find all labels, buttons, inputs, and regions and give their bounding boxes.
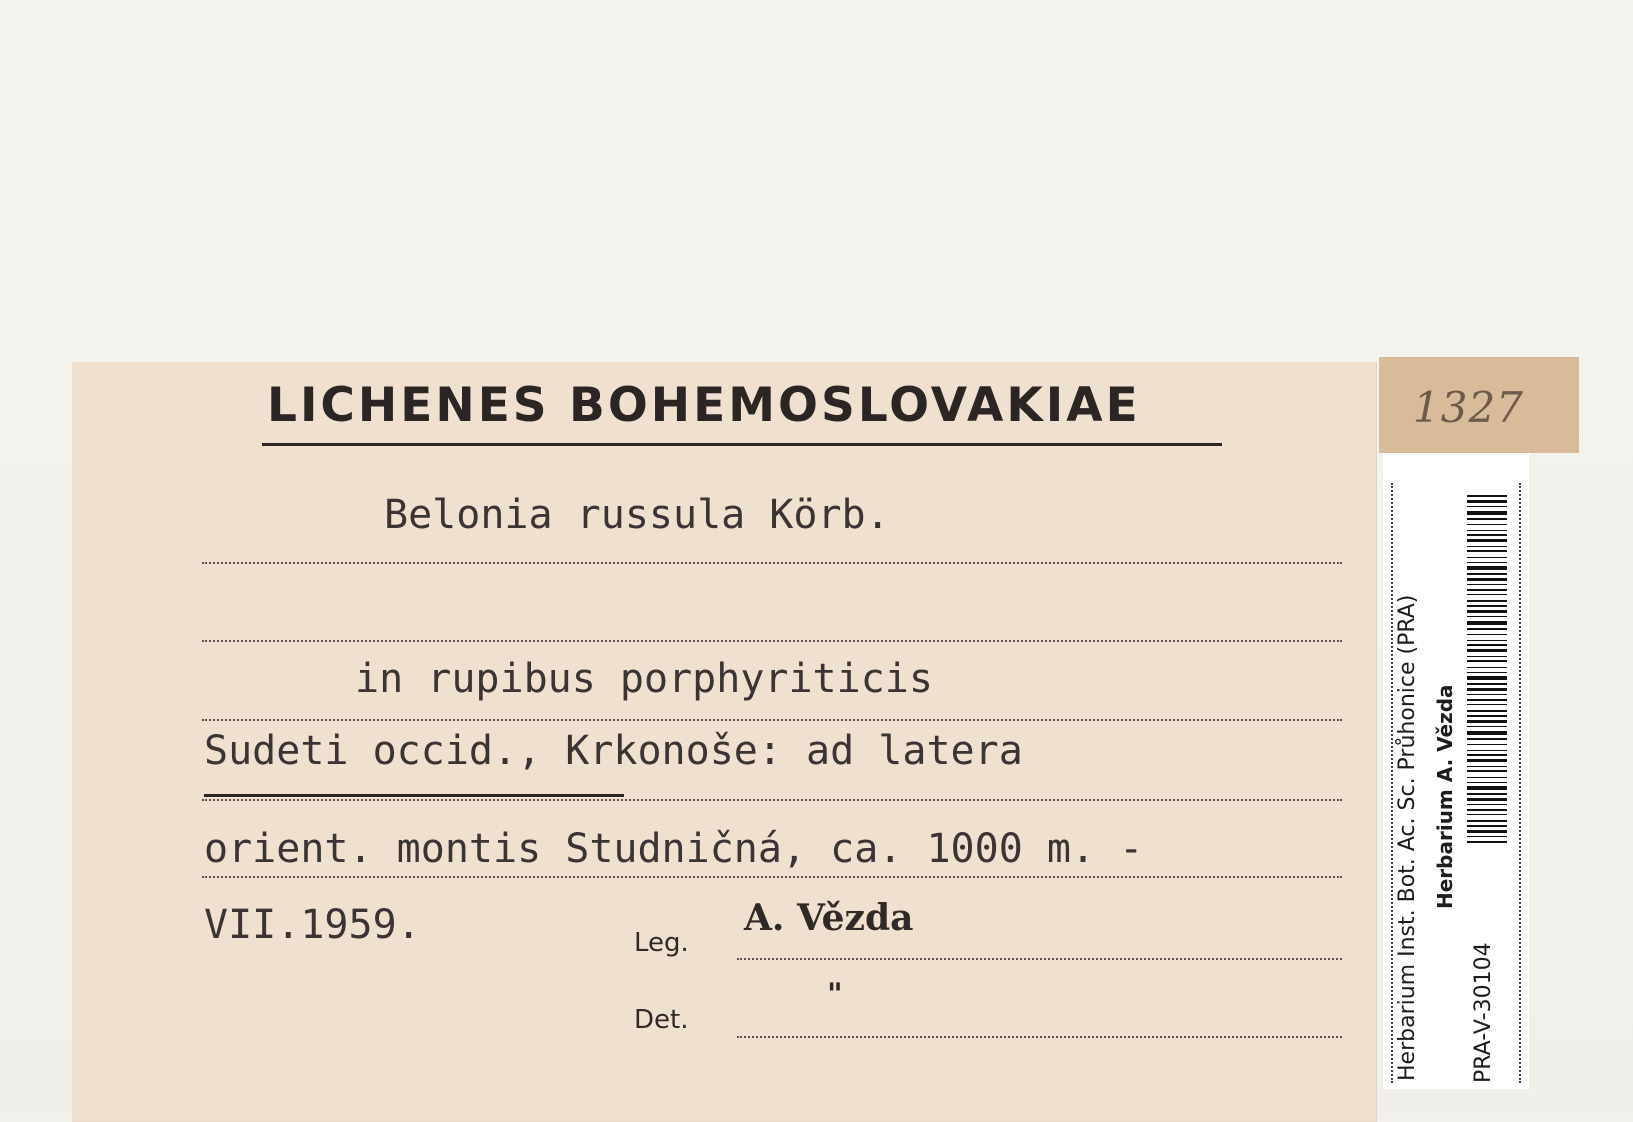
leg-value: A. Vězda	[744, 897, 914, 939]
barcode-bar	[1467, 688, 1507, 691]
specimen-label	[72, 362, 1377, 1122]
locality-line-2-dots	[202, 876, 1342, 878]
title-rule	[262, 443, 1222, 446]
barcode-bar	[1467, 578, 1507, 581]
barcode-bar	[1467, 683, 1507, 685]
barcode-bar	[1467, 640, 1507, 641]
locality-line-2: orient. montis Studničná, ca. 1000 m. -	[204, 826, 1144, 872]
barcode-bar	[1467, 539, 1507, 542]
species-line	[202, 562, 1342, 564]
barcode-bar	[1467, 798, 1507, 801]
barcode-bar	[1467, 530, 1507, 531]
barcode-bar	[1467, 793, 1507, 795]
barcode-bar	[1467, 605, 1507, 607]
specimen-number: 1327	[1413, 383, 1524, 432]
barcode-bar	[1467, 573, 1507, 575]
barcode-bar	[1467, 814, 1507, 815]
barcode-bar	[1467, 820, 1507, 822]
barcode-bar	[1467, 804, 1507, 805]
barcode-bar	[1467, 562, 1507, 563]
barcode-bar	[1467, 628, 1507, 630]
barcode-bar	[1467, 495, 1507, 497]
barcode-bar	[1467, 782, 1507, 783]
specimen-number-tag	[1379, 357, 1579, 453]
locality-underline	[204, 794, 624, 797]
blank-line	[202, 640, 1342, 642]
barcode-bar	[1467, 589, 1507, 591]
barcode-bar	[1467, 759, 1507, 762]
barcode-bar	[1467, 656, 1507, 657]
barcode-bar	[1467, 770, 1507, 772]
barcode-bar	[1467, 594, 1507, 595]
herbarium-text: Herbarium A. Vězda	[1433, 684, 1457, 909]
barcode-left-rule	[1391, 483, 1393, 1083]
barcode-bar	[1467, 518, 1507, 520]
locality-line-1: Sudeti occid., Krkonoše: ad latera	[204, 728, 1023, 774]
substrate-line	[202, 719, 1342, 721]
barcode-bar	[1467, 667, 1507, 668]
barcode-bar	[1467, 710, 1507, 712]
det-value: "	[827, 977, 843, 1012]
institution-text: Herbarium Inst. Bot. Ac. Sc. Průhonice (PRA)	[1395, 594, 1420, 1081]
leg-label: Leg.	[634, 928, 689, 958]
barcode-bar	[1467, 500, 1507, 503]
collection-date: VII.1959.	[204, 902, 421, 948]
leg-line	[737, 958, 1342, 960]
barcode-bar	[1467, 766, 1507, 767]
det-label: Det.	[634, 1005, 689, 1035]
species-name: Belonia russula Körb.	[384, 492, 890, 538]
barcode-bar	[1467, 754, 1507, 756]
barcode-bar	[1467, 738, 1507, 740]
barcode-bar	[1467, 644, 1507, 646]
barcode-bar	[1467, 744, 1507, 745]
barcode-bar	[1467, 836, 1507, 837]
barcode-bar	[1467, 694, 1507, 695]
det-line	[737, 1036, 1342, 1038]
barcode-bar	[1467, 534, 1507, 536]
barcode-bar	[1467, 511, 1507, 515]
barcode-bar	[1467, 676, 1507, 680]
barcode-bar	[1467, 704, 1507, 705]
barcode-bar	[1467, 720, 1507, 723]
barcode-bar	[1467, 584, 1507, 585]
barcode-bar	[1467, 672, 1507, 673]
barcode-bar	[1467, 777, 1507, 778]
barcode-bar	[1467, 726, 1507, 727]
barcode-bar	[1467, 715, 1507, 717]
barcode-bar	[1467, 841, 1507, 843]
substrate-text: in rupibus porphyriticis	[355, 656, 933, 702]
barcode-bar	[1467, 600, 1507, 602]
barcode-icon	[1467, 495, 1507, 843]
barcode-bar	[1467, 524, 1507, 525]
barcode-bar	[1467, 649, 1507, 652]
barcode-bar	[1467, 830, 1507, 833]
accession-number: PRA-V-30104	[1471, 942, 1496, 1083]
barcode-bar	[1467, 731, 1507, 735]
barcode-bar	[1467, 616, 1507, 617]
barcode-bar	[1467, 750, 1507, 751]
barcode-bar	[1467, 786, 1507, 790]
barcode-bar	[1467, 566, 1507, 570]
barcode-bar	[1467, 825, 1507, 827]
barcode-bar	[1467, 621, 1507, 625]
barcode-bar	[1467, 506, 1507, 507]
label-title: LICHENES BOHEMOSLOVAKIAE	[267, 378, 1141, 433]
barcode-bar	[1467, 610, 1507, 613]
barcode-bar	[1467, 809, 1507, 811]
barcode-bar	[1467, 634, 1507, 635]
barcode-bar	[1467, 557, 1507, 558]
barcode-bar	[1467, 550, 1507, 552]
barcode-right-rule	[1519, 483, 1521, 1083]
barcode-label	[1383, 453, 1529, 1089]
barcode-bar	[1467, 546, 1507, 547]
locality-line-1-dots	[202, 799, 1342, 801]
barcode-bar	[1467, 699, 1507, 701]
barcode-bar	[1467, 660, 1507, 662]
